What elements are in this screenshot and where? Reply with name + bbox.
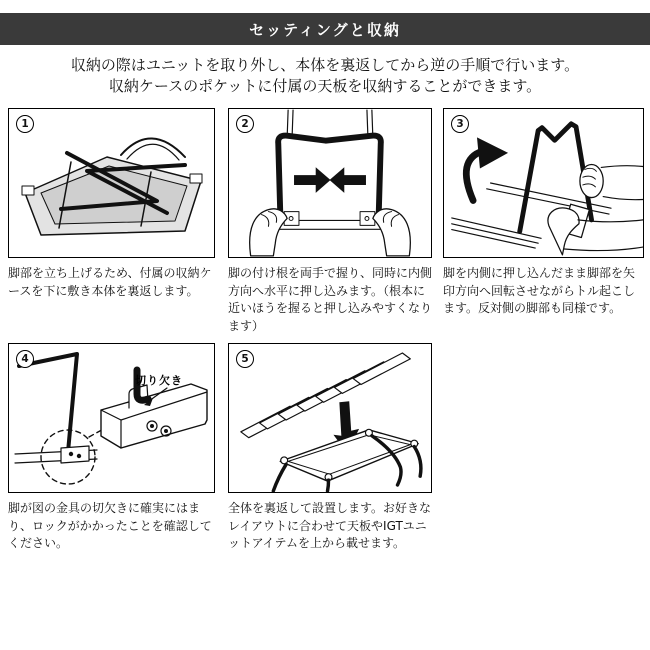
step-caption: 全体を裏返して設置します。お好きなレイアウトに合わせて天板やIGTユニットアイテムを上から載せます。 xyxy=(228,501,432,550)
push-legs-inward-illustration xyxy=(229,109,431,257)
step-4-panel xyxy=(8,343,215,493)
step-number-badge: 1 xyxy=(16,115,34,133)
rotate-leg-upright-illustration xyxy=(444,109,643,257)
intro-text xyxy=(0,55,650,97)
step-caption: 脚を内側に押し込んだまま脚部を矢印方向へ回転させながらトル起こします。反対側の脚部も同様です。 xyxy=(443,266,636,315)
step-3 xyxy=(443,108,644,318)
step-number-badge: 5 xyxy=(236,350,254,368)
notch-label: 切り欠き xyxy=(135,374,183,387)
page-title: セッティングと収納 xyxy=(249,20,401,39)
intro-line-1: 収納の際はユニットを取り外し、本体を裏返してから逆の手順で行います。 xyxy=(70,56,580,74)
step-5-panel xyxy=(228,343,432,493)
step-1 xyxy=(8,108,215,300)
step-5 xyxy=(228,343,432,553)
section-header xyxy=(0,13,650,45)
step-number-badge: 3 xyxy=(451,115,469,133)
step-3-panel xyxy=(443,108,644,258)
intro-line-2: 収納ケースのポケットに付属の天板を収納することができます。 xyxy=(108,77,542,95)
notch-lock-detail-illustration xyxy=(9,344,214,492)
place-tabletop-illustration xyxy=(229,344,431,492)
step-2 xyxy=(228,108,432,335)
step-4 xyxy=(8,343,215,553)
step-caption: 脚の付け根を両手で握り、同時に内側方向へ水平に押し込みます。（根本に近いほうを握ると押し込みやすくなります） xyxy=(228,266,433,333)
step-2-panel xyxy=(228,108,432,258)
step-number-badge: 4 xyxy=(16,350,34,368)
folded-table-illustration xyxy=(9,109,214,257)
step-1-panel xyxy=(8,108,215,258)
step-caption: 脚部を立ち上げるため、付属の収納ケースを下に敷き本体を裏返します。 xyxy=(8,266,212,298)
step-caption: 脚が図の金具の切欠きに確実にはまり、ロックがかかったことを確認してください。 xyxy=(8,501,212,550)
step-number-badge: 2 xyxy=(236,115,254,133)
